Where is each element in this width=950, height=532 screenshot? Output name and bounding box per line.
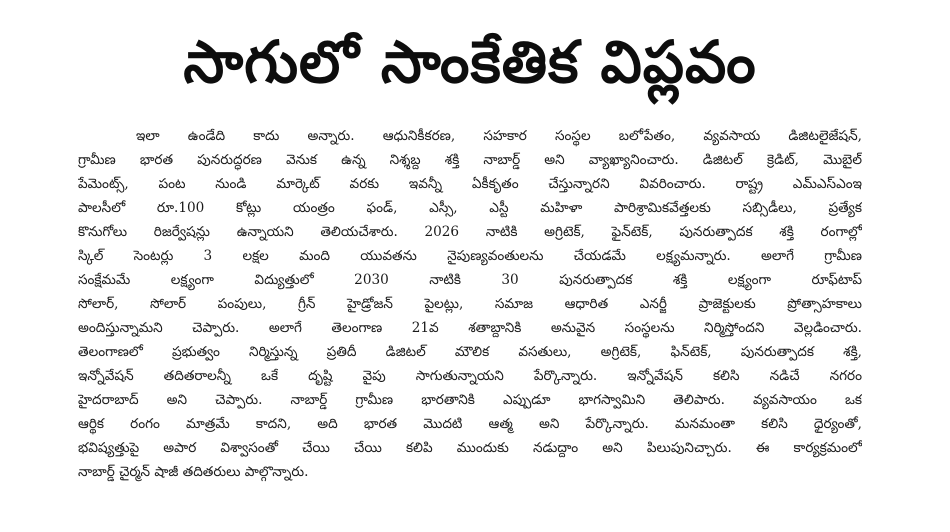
body-line: నాబార్డ్ చైర్మన్ షాజీ తదితరులు పాల్గొన్నారు. [78,464,309,480]
body-line: అందిస్తున్నామని చెప్పారు. అలాగే తెలంగాణ 21వ శతాబ్దానికి అనువైన సంస్థలను నిర్మిస్తోందని వెల్లడించారు. [78,320,862,336]
body-line: భవిష్యత్తుపై అపార విశ్వాసంతో చేయి చేయి కలిపి ముందుకు నడుద్దాం అని పిలుపునిచ్చారు. ఈ కార్యక్రమంలో [78,440,862,456]
body-line: గ్రామీణ భారత పునరుద్ధరణ వెనుక ఉన్న నిశ్శబ్ద శక్తి నాబార్డ్ అని వ్యాఖ్యానించారు. డిజిటల్ క్రెడిట్, మొబైల్ [78,152,862,168]
body-line: సోలార్, సోలార్ పంపులు, గ్రీన్ హైడ్రోజన్ పైలట్లు, సమాజ ఆధారిత ఎనర్జీ ప్రాజెక్టులకు ప్రోత్సాహకాలు [78,296,862,312]
body-line: సంక్షేమమే లక్ష్యంగా విద్యుత్తులో 2030 నాటికి 30 పునరుత్పాదక శక్తి లక్ష్యంగా రూఫ్‌టాప్ [78,272,862,288]
article-headline: సాగులో సాంకేతిక విప్లవం [183,28,757,96]
body-line: పేమెంట్స్, పంట నుండి మార్కెట్ వరకు ఇవన్నీ ఏకీకృతం చేస్తున్నారని వివరించారు. రాష్ట్ర ఎమ్ఎస్ఎంఇ [78,176,862,192]
body-line: కొనుగోలు రిజర్వేషన్లు ఉన్నాయని తెలియచేశారు. 2026 నాటికి అగ్రిటెక్, ఫైన్‌టెక్, పునరుత్పాదక శక్తి రంగాల్లో [78,224,862,240]
body-line: తెలంగాణలో ప్రభుత్వం నిర్మిస్తున్న ప్రతిదీ డిజిటల్ మౌలిక వసతులు, అగ్రిటెక్, ఫిన్‌టెక్, పునరుత్పాదక శక్తి, [78,344,862,360]
article-body [78,124,862,484]
body-line: స్కిల్ సెంటర్లు 3 లక్షల మంది యువతను నైపుణ్యవంతులను చేయడమే లక్ష్యమన్నారు. అలాగే గ్రామీణ [78,248,862,264]
body-line: ఇన్నోవేషన్ తదితరాలన్నీ ఒకే దృష్టి వైపు సాగుతున్నాయని పేర్కొన్నారు. ఇన్నోవేషన్ కలిసి నడిచే నగరం [78,368,862,384]
body-line: ఆర్థిక రంగం మాత్రమే కాదని, అది భారత మొదటి ఆత్మ అని పేర్కొన్నారు. మనమంతా కలిసి ధైర్యంతో, [78,416,862,432]
body-line: ఇలా ఉండేది కాదు అన్నారు. ఆధునికీకరణ, సహకార సంస్థల బలోపేతం, వ్యవసాయ డిజిటలైజేషన్, [136,128,862,144]
body-line: హైదరాబాద్ అని చెప్పారు. నాబార్డ్ గ్రామీణ భారతానికి ఎప్పుడూ భాగస్వామిని తెలిపారు. వ్యవసాయం ఒక [78,392,862,408]
body-line: పాలసీలో రూ.100 కోట్లు యంత్రం ఫండ్, ఎస్సీ, ఎస్టీ మహిళా పారిశ్రామికవేత్తలకు సబ్సిడీలు, ప్రత్యేక [78,200,862,216]
